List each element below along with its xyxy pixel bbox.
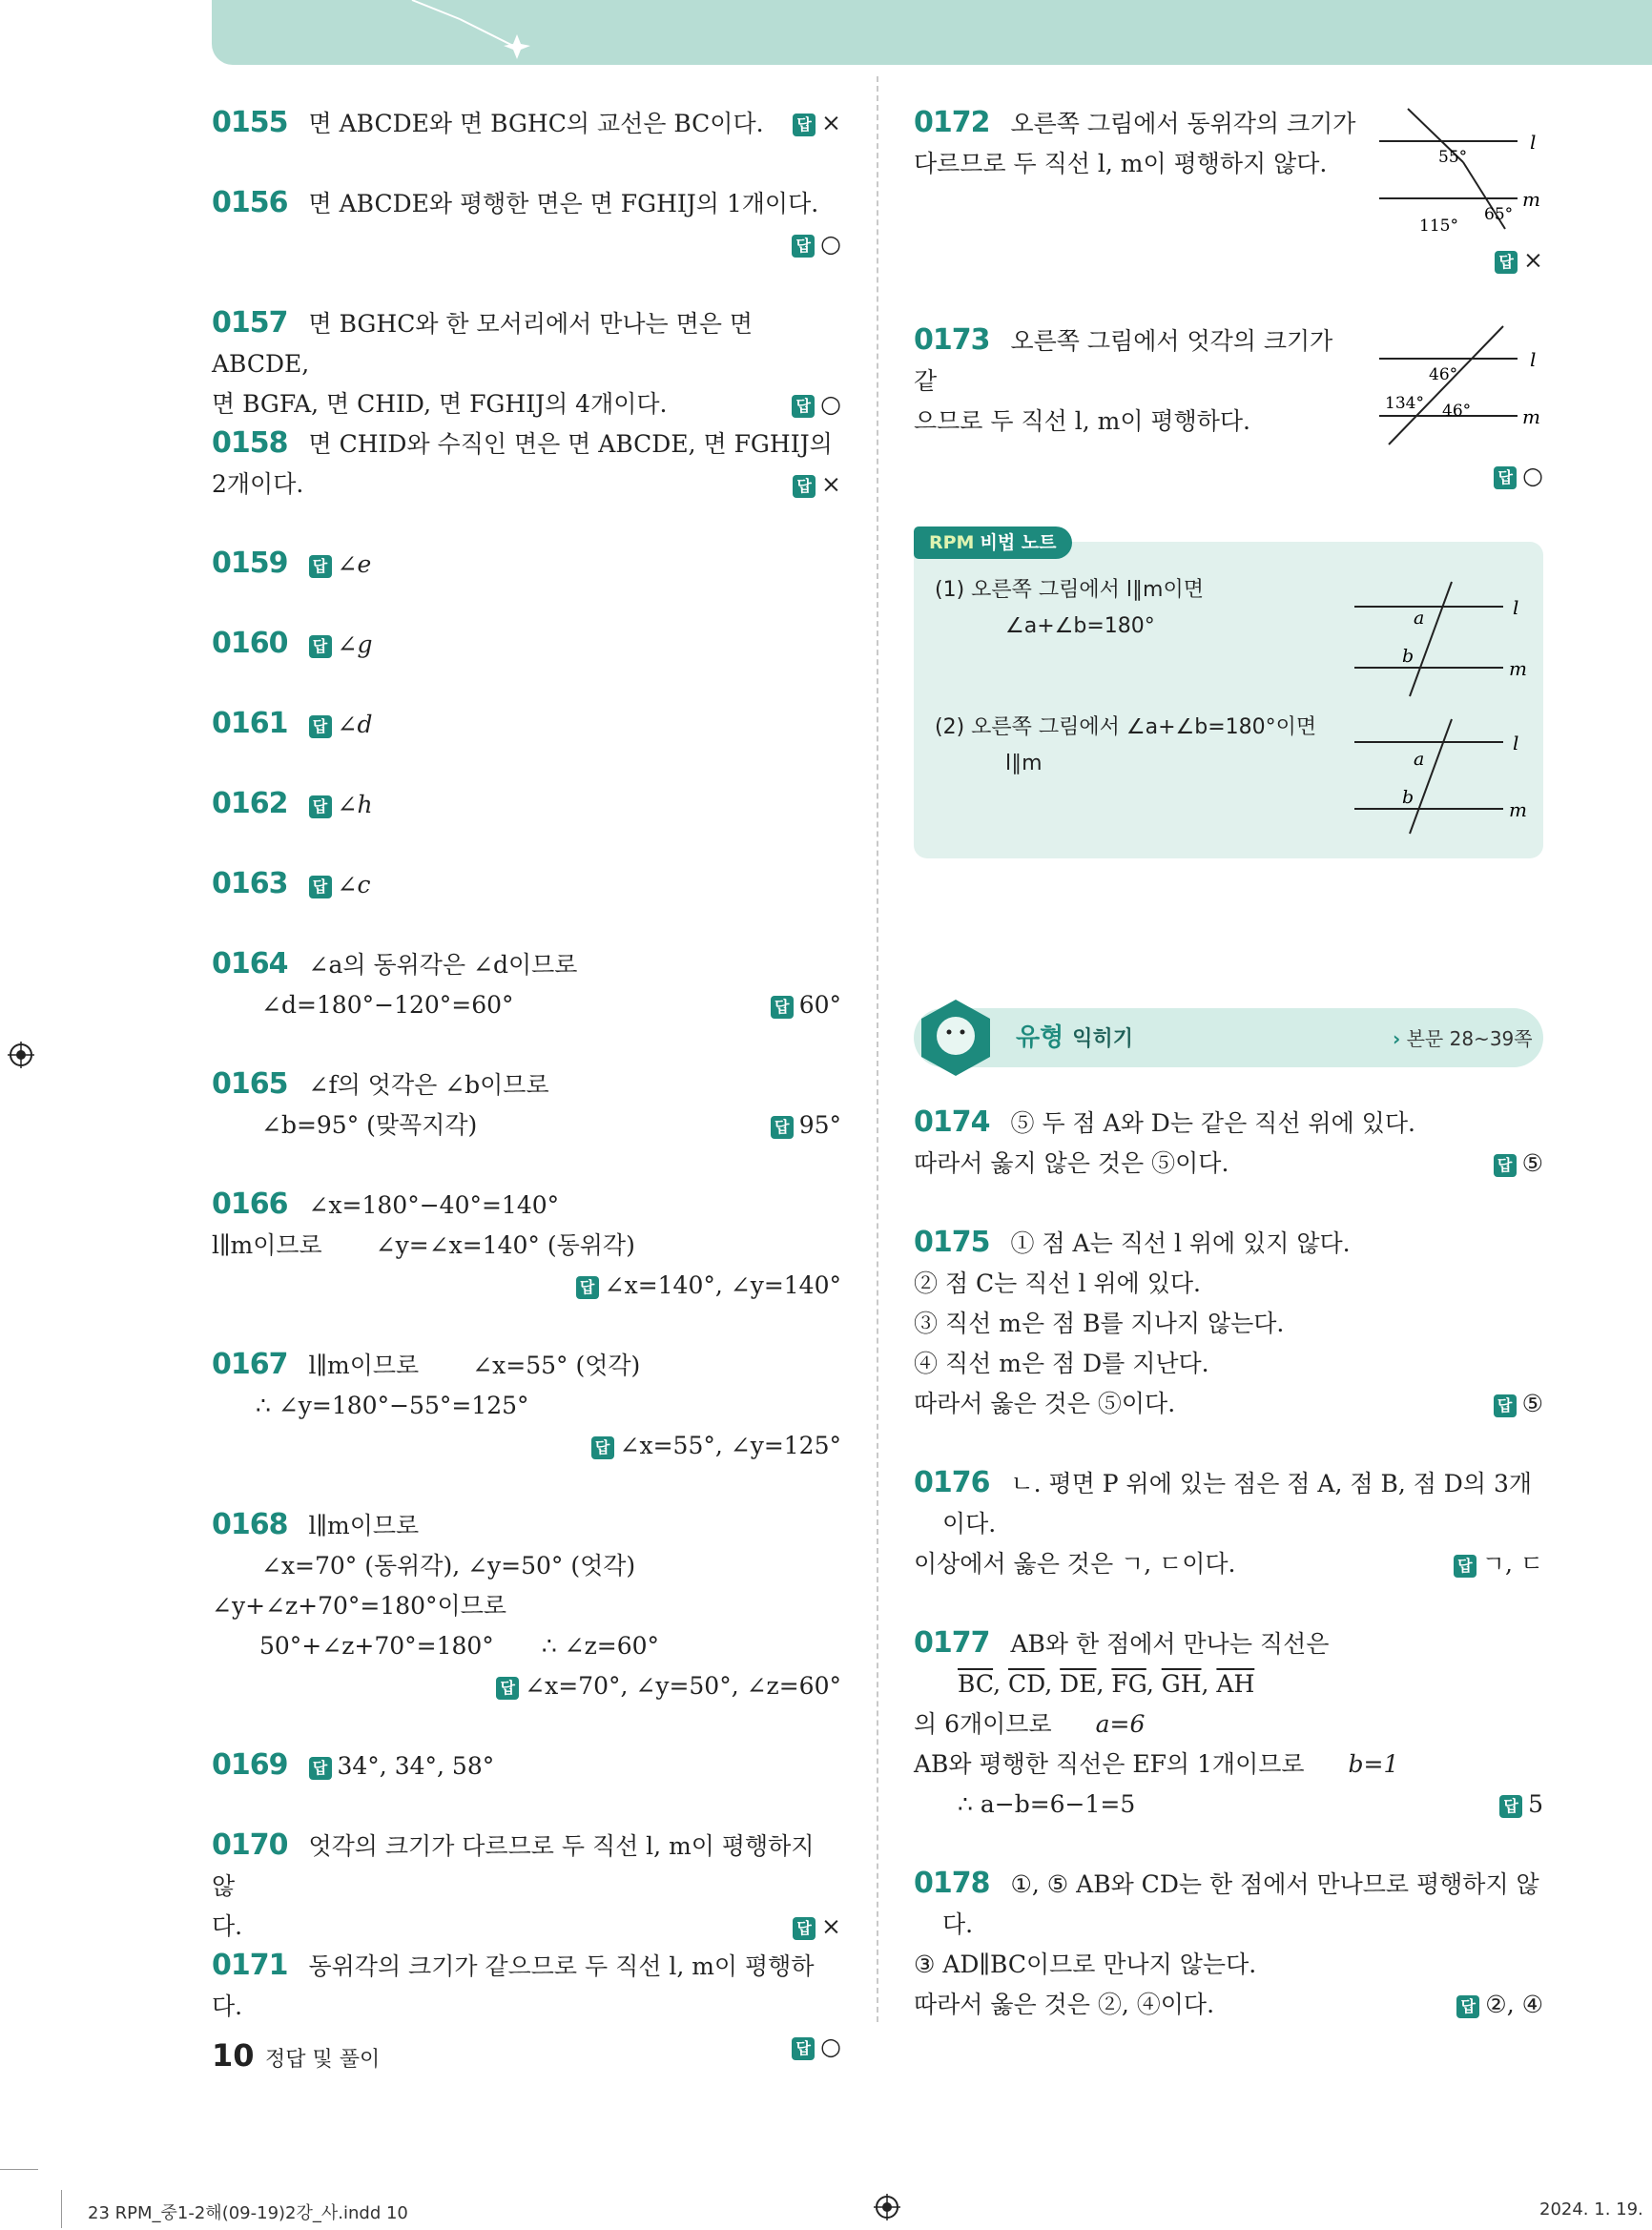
item-0170 — [212, 1826, 841, 1947]
item-text: EF의 1개이므로 — [1132, 1750, 1305, 1778]
line-m-label: m — [1522, 405, 1540, 428]
answer-badge-icon: 답 — [591, 1436, 614, 1459]
item-0155 — [212, 103, 841, 144]
item-number: 0176 — [914, 1466, 990, 1499]
item-text: ④ 직선 m은 점 D를 지난다. — [914, 1350, 1209, 1377]
item-number: 0161 — [212, 707, 288, 740]
item-number: 0163 — [212, 867, 288, 900]
answer-badge-icon: 답 — [309, 876, 332, 898]
item-text: ∴ a−b=6−1=5 — [958, 1790, 1136, 1818]
item-text: l∥m이므로 — [308, 1512, 420, 1539]
item-text: AB와 평행한 직선은 — [914, 1750, 1125, 1778]
answer: ○ — [820, 390, 841, 418]
answer-badge-icon: 답 — [1494, 1394, 1517, 1417]
item-text: 오른쪽 그림에서 엇각의 크기가 같 — [914, 327, 1333, 395]
answer: ∠g — [337, 630, 373, 658]
item-text: a=6 — [1095, 1710, 1146, 1738]
answer: ∠d — [337, 711, 373, 738]
angle-label: 134° — [1385, 394, 1424, 413]
item-text: 다르므로 두 직선 l, m이 평행하지 않다. — [914, 150, 1328, 177]
item-text: ∠x=180°−40°=140° — [308, 1191, 560, 1219]
separator: , — [1146, 1670, 1162, 1698]
angle-b-label: b — [1402, 787, 1415, 808]
page-label: 정답 및 풀이 — [265, 2048, 381, 2072]
answer: ∠x=55°, ∠y=125° — [619, 1432, 841, 1459]
note-part-1 — [935, 572, 1204, 645]
item-number: 0171 — [212, 1949, 288, 1982]
item-text: 엇각의 크기가 다르므로 두 직선 l, m이 평행하지 않 — [212, 1832, 815, 1900]
line-name: $\overline{BC}$ — [958, 1670, 994, 1698]
answer-badge-icon: 답 — [792, 2037, 815, 2060]
angle-a-label: a — [1414, 608, 1425, 629]
answer-badge-icon: 답 — [309, 795, 332, 818]
answer: ∠x=140°, ∠y=140° — [604, 1271, 841, 1299]
note-part-2 — [935, 710, 1316, 782]
note-figure-2 — [1351, 717, 1532, 841]
answer: ∠x=70°, ∠y=50°, ∠z=60° — [525, 1672, 841, 1700]
item-0157 — [212, 303, 841, 424]
answer: ⑤ — [1521, 1390, 1543, 1417]
rpm-label: RPM — [929, 532, 975, 553]
registration-mark-icon — [874, 2194, 900, 2220]
answer: ∠h — [337, 791, 373, 818]
item-0165 — [212, 1064, 841, 1146]
answer-badge-icon: 답 — [1456, 1995, 1479, 2018]
item-text: 이다. — [942, 1510, 997, 1538]
line-l-label: l — [1530, 348, 1537, 371]
item-0173 — [914, 320, 1362, 442]
item-number: 0155 — [212, 106, 288, 139]
item-text: ①, ⑤ AB와 CD는 한 점에서 만나므로 평행하지 않 — [1010, 1870, 1539, 1898]
item-text: ∴ ∠z=60° — [541, 1632, 660, 1660]
line-m-label: m — [1522, 188, 1540, 211]
item-number: 0168 — [212, 1508, 288, 1541]
answer-badge-icon: 답 — [496, 1677, 519, 1700]
item-text: ③ AD∥BC이므로 만나지 않는다. — [914, 1951, 1257, 1978]
note-text: l∥m — [1005, 752, 1043, 775]
item-0163 — [212, 864, 841, 905]
answer: ∠e — [337, 550, 372, 578]
item-number: 0162 — [212, 787, 288, 820]
answer-badge-icon: 답 — [1494, 1154, 1517, 1177]
item-text: ∠x=70° (동위각), ∠y=50° (엇각) — [261, 1552, 636, 1580]
footer-file: 23 RPM_중1-2해(09-19)2강_사.indd 10 — [88, 2203, 408, 2223]
separator: , — [1044, 1670, 1061, 1698]
item-text: ∠d=180°−120°=60° — [261, 991, 514, 1019]
crop-mark — [61, 2190, 62, 2228]
chevron-right-icon: › — [1393, 1027, 1401, 1050]
answer-badge-icon: 답 — [309, 635, 332, 658]
answer-badge-icon: 답 — [1495, 251, 1518, 274]
answer-badge-icon: 답 — [309, 1757, 332, 1780]
separator: , — [1096, 1670, 1112, 1698]
item-number: 0174 — [914, 1105, 990, 1139]
angle-a-label: a — [1414, 749, 1425, 770]
note-title: 비법 노트 — [980, 532, 1057, 553]
item-0178 — [914, 1864, 1543, 2025]
item-text: 면 CHID와 수직인 면은 면 ABCDE, 면 FGHIJ의 — [308, 430, 833, 458]
line-list — [914, 1664, 1543, 1704]
item-0158 — [212, 423, 841, 505]
item-text: 따라서 옳지 않은 것은 ⑤이다. — [914, 1149, 1229, 1177]
angle-label: 46° — [1429, 365, 1458, 384]
line-l-label: l — [1513, 732, 1519, 754]
item-number: 0166 — [212, 1187, 288, 1221]
item-0156 — [212, 183, 841, 264]
answer-badge-icon: 답 — [1499, 1795, 1522, 1818]
answer: ②, ④ — [1485, 1991, 1543, 2018]
item-0162 — [212, 784, 841, 825]
rpm-note-tag — [914, 527, 1072, 559]
angle-label: 115° — [1419, 217, 1458, 236]
answer: 34°, 34°, 58° — [337, 1752, 495, 1780]
item-text: 다. — [942, 1910, 974, 1938]
item-0172 — [914, 103, 1362, 184]
item-number: 0157 — [212, 306, 288, 340]
item-0166 — [212, 1185, 841, 1306]
item-0160 — [212, 624, 841, 665]
item-text: ⑤ 두 점 A와 D는 같은 직선 위에 있다. — [1010, 1109, 1415, 1137]
answer: × — [821, 109, 841, 136]
type-title-sub: 익히기 — [1072, 1027, 1134, 1051]
line-m-label: m — [1509, 657, 1527, 680]
item-text: l∥m이므로 — [308, 1352, 420, 1379]
separator: , — [993, 1670, 1008, 1698]
item-text: 다. — [212, 1912, 243, 1940]
star-decoration — [393, 0, 622, 65]
answer-badge-icon: 답 — [793, 1917, 816, 1940]
item-number: 0172 — [914, 106, 990, 139]
answer-0173 — [1494, 462, 1543, 489]
item-number: 0173 — [914, 323, 990, 357]
item-text: 면 BGHC와 한 모서리에서 만나는 면은 면 ABCDE, — [212, 310, 754, 378]
item-text: 이상에서 옳은 것은 ㄱ, ㄷ이다. — [914, 1550, 1236, 1578]
answer: ○ — [820, 230, 841, 258]
item-0161 — [212, 704, 841, 745]
item-text: ∴ ∠y=180°−55°=125° — [256, 1392, 529, 1419]
answer-badge-icon: 답 — [771, 996, 794, 1019]
type-section-ref — [1393, 1023, 1533, 1051]
item-text: ∠y=∠x=140° (동위각) — [375, 1231, 635, 1259]
answer-badge-icon: 답 — [1454, 1555, 1476, 1578]
item-text: 면 ABCDE와 평행한 면은 면 FGHIJ의 1개이다. — [308, 190, 819, 217]
note-text: ∠a+∠b=180° — [1005, 614, 1155, 638]
item-0176 — [914, 1463, 1543, 1584]
item-number: 0158 — [212, 426, 288, 460]
item-text: ∠b=95° (맞꼭지각) — [261, 1111, 478, 1139]
answer: ∠c — [337, 871, 371, 898]
item-0175 — [914, 1223, 1543, 1424]
line-name: $\overline{CD}$ — [1007, 1670, 1045, 1698]
answer: ○ — [1522, 462, 1543, 489]
crop-mark — [0, 2169, 38, 2170]
answer-badge-icon: 답 — [792, 395, 815, 418]
line-name: $\overline{GH}$ — [1161, 1670, 1202, 1698]
angle-b-label: b — [1402, 646, 1415, 667]
line-l-label: l — [1513, 596, 1519, 619]
line-name: $\overline{FG}$ — [1111, 1670, 1146, 1698]
item-text: AB와 한 점에서 만나는 직선은 — [1010, 1630, 1330, 1658]
item-text: ② 점 C는 직선 l 위에 있다. — [914, 1270, 1201, 1297]
answer-badge-icon: 답 — [309, 715, 332, 738]
item-0168 — [212, 1505, 841, 1706]
answer-badge-icon: 답 — [1494, 466, 1517, 489]
item-0169 — [212, 1745, 841, 1786]
answer: 60° — [798, 991, 841, 1019]
item-number: 0159 — [212, 547, 288, 580]
figure-0172 — [1379, 105, 1543, 238]
answer: ㄱ, ㄷ — [1481, 1550, 1543, 1578]
answer-badge-icon: 답 — [576, 1276, 599, 1299]
angle-label: 55° — [1438, 148, 1468, 167]
item-text: 따라서 옳은 것은 ⑤이다. — [914, 1390, 1176, 1417]
item-number: 0175 — [914, 1226, 990, 1259]
registration-mark-icon — [8, 1042, 34, 1068]
item-text: ① 점 A는 직선 l 위에 있지 않다. — [1010, 1229, 1351, 1257]
figure-0173 — [1379, 320, 1543, 454]
type-section-title — [1016, 1018, 1133, 1053]
note-text: (2) 오른쪽 그림에서 ∠a+∠b=180°이면 — [935, 715, 1317, 739]
item-number: 0165 — [212, 1067, 288, 1101]
page-number: 10 — [212, 2037, 255, 2074]
answer: ○ — [820, 2033, 841, 2060]
answer-badge-icon: 답 — [771, 1116, 794, 1139]
line-m-label: m — [1509, 798, 1527, 821]
item-0167 — [212, 1345, 841, 1466]
item-text: ∠y+∠z+70°=180°이므로 — [212, 1592, 507, 1620]
item-0177 — [914, 1623, 1543, 1825]
answer-badge-icon: 답 — [309, 555, 332, 578]
item-text: ∠f의 엇각은 ∠b이므로 — [308, 1071, 549, 1099]
page-reference: 본문 28~39쪽 — [1406, 1027, 1533, 1050]
line-name: $\overline{AH}$ — [1216, 1670, 1255, 1698]
answer-badge-icon: 답 — [792, 235, 815, 258]
footer-date: 2024. 1. 19. — [1539, 2199, 1643, 2220]
answer-badge-icon: 답 — [793, 475, 816, 498]
item-number: 0169 — [212, 1748, 288, 1782]
item-text: 면 ABCDE와 면 BGHC의 교선은 BC이다. — [308, 110, 764, 137]
item-text: 의 6개이므로 — [914, 1710, 1052, 1738]
item-0164 — [212, 944, 841, 1025]
item-number: 0160 — [212, 627, 288, 660]
answer: × — [821, 470, 841, 498]
item-number: 0170 — [212, 1828, 288, 1862]
answer-badge-icon: 답 — [793, 114, 816, 136]
item-text: 2개이다. — [212, 470, 304, 498]
angle-label: 46° — [1442, 402, 1472, 421]
line-l-label: l — [1530, 131, 1537, 154]
item-text: 50°+∠z+70°=180° — [259, 1632, 494, 1660]
item-text: 동위각의 크기가 같으므로 두 직선 l, m이 평행하다. — [212, 1952, 815, 2020]
answer: 5 — [1528, 1790, 1543, 1818]
answer-0172 — [1495, 246, 1543, 274]
line-name: $\overline{DE}$ — [1060, 1670, 1097, 1698]
item-text: ③ 직선 m은 점 B를 지나지 않는다. — [914, 1310, 1285, 1337]
angle-label: 65° — [1484, 205, 1514, 224]
note-figure-1 — [1351, 580, 1532, 704]
answer: 95° — [798, 1111, 841, 1139]
answer: × — [821, 1912, 841, 1940]
header-banner — [212, 0, 1652, 65]
character-hex-icon — [918, 998, 994, 1078]
note-text: (1) 오른쪽 그림에서 l∥m이면 — [935, 578, 1204, 602]
answer: ⑤ — [1521, 1149, 1543, 1177]
item-number: 0177 — [914, 1626, 990, 1660]
item-text: ∠x=55° (엇각) — [472, 1352, 641, 1379]
item-0159 — [212, 544, 841, 585]
item-text: 으므로 두 직선 l, m이 평행하다. — [914, 407, 1250, 435]
answer: × — [1523, 246, 1543, 274]
item-number: 0164 — [212, 947, 288, 981]
item-number: 0156 — [212, 186, 288, 219]
item-text: ㄴ. 평면 P 위에 있는 점은 점 A, 점 B, 점 D의 3개 — [1010, 1470, 1532, 1497]
item-text: ∠a의 동위각은 ∠d이므로 — [308, 951, 578, 979]
item-text: 오른쪽 그림에서 동위각의 크기가 — [1010, 110, 1356, 137]
item-text: b=1 — [1348, 1750, 1399, 1778]
item-text: 면 BGFA, 면 CHID, 면 FGHIJ의 4개이다. — [212, 390, 668, 418]
item-text: 따라서 옳은 것은 ②, ④이다. — [914, 1991, 1215, 2018]
item-0174 — [914, 1103, 1543, 1184]
column-divider — [877, 76, 878, 2022]
item-text: l∥m이므로 — [212, 1231, 322, 1259]
type-title-main: 유형 — [1016, 1023, 1064, 1052]
separator: , — [1201, 1670, 1217, 1698]
item-number: 0167 — [212, 1348, 288, 1381]
item-number: 0178 — [914, 1867, 990, 1900]
